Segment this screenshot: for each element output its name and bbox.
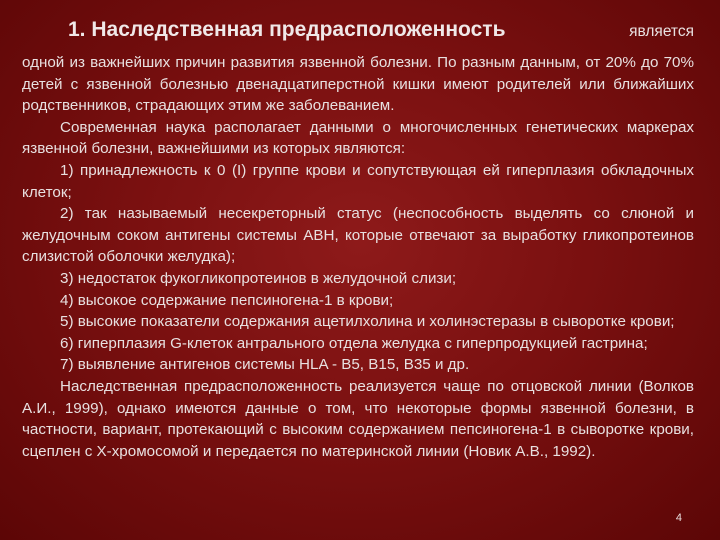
list-item-7: 7) выявление антигенов системы HLA - B5, B15, B35 и др. [60, 356, 470, 374]
slide-heading: 1. Наследственная предрасположенность [68, 18, 506, 41]
heading-line [22, 18, 694, 52]
paragraph-markers-intro: Современная наука располагает данными о многочисленных генетических маркерах язвенной болезни, важнейшими из которых являются: [22, 118, 694, 158]
paragraph-intro: одной из важнейших причин развития язвенной болезни. По разным данным, от 20% до 70% детей с язвенной болезнью двенадцатиперстной кишки имеют родителей или ближайших родственников, страдающих этим же заболеванием. [22, 54, 694, 115]
paragraph-conclusion: Наследственная предрасположенность реализуется чаще по отцовской линии (Волков А.И., 1999), однако имеются данные о том, что некоторые формы язвенной болезни, в частности, вариант, протекающий с высоким содержанием пепсиногена-1 в сыворотке крови, сцеплен с Х-хромосомой и передается по материнской линии (Новик А.В., 1992). [22, 377, 694, 460]
list-item-1: 1) принадлежность к 0 (I) группе крови и сопутствующая ей гиперплазия обкладочных клеток; [22, 161, 694, 201]
heading-continuation: является [629, 23, 694, 40]
page-number: 4 [675, 512, 682, 524]
list-item-2: 2) так называемый несекреторный статус (неспособность выделять со слюной и желудочным соком антигены системы АВН, которые отвечают за выработку гликопротеинов слизистой оболочки желудка); [22, 205, 694, 266]
list-item-3: 3) недостаток фукогликопротеинов в желудочной слизи; [60, 269, 457, 287]
list-item-4: 4) высокое содержание пепсиногена-1 в крови; [60, 291, 394, 309]
list-item-5: 5) высокие показатели содержания ацетилхолина и холинэстеразы в сыворотке крови; [60, 313, 675, 331]
list-item-6: 6) гиперплазия G-клеток антрального отдела желудка с гиперпродукцией гастрина; [60, 334, 648, 352]
slide-content [22, 18, 694, 462]
